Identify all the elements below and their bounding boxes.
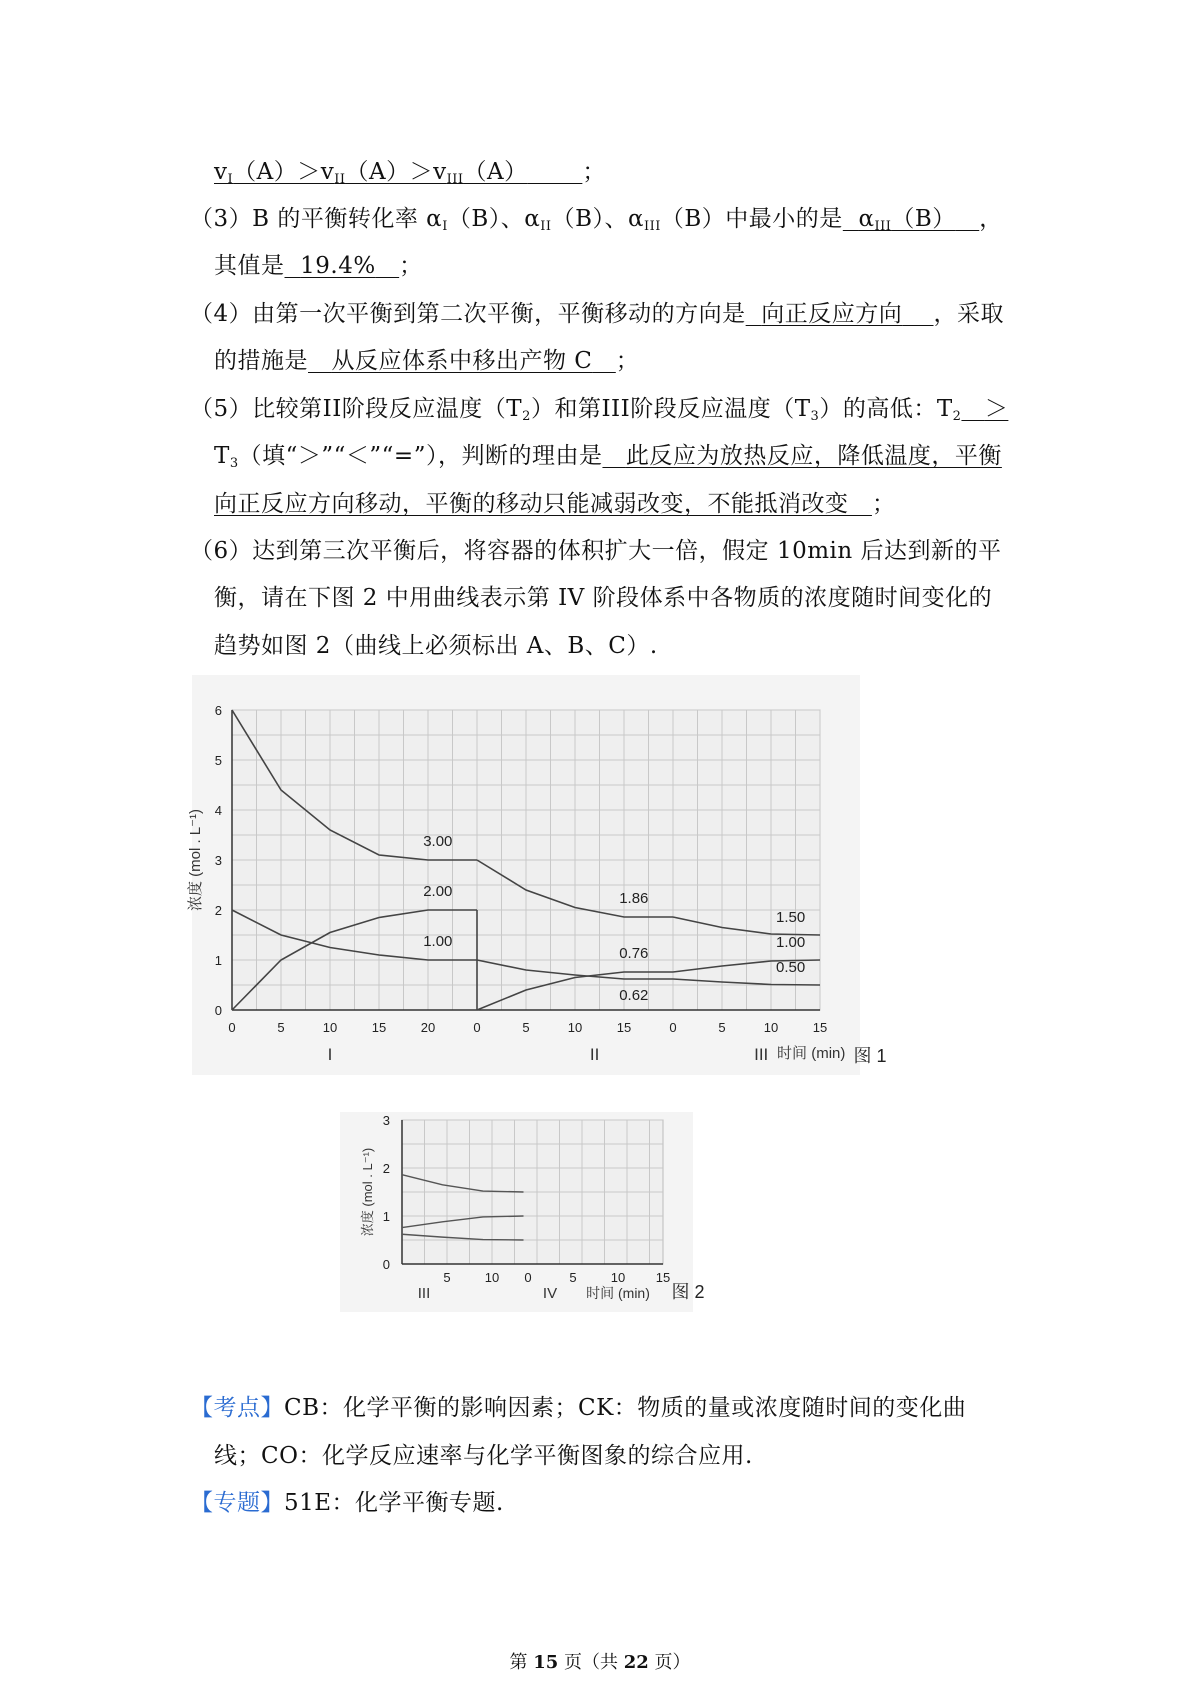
y-axis-label: 浓度 (mol . L⁻¹) — [187, 808, 204, 912]
x-tick-label: 15 — [655, 1270, 671, 1285]
x-tick-label: 10 — [567, 1020, 583, 1035]
data-label: 1.86 — [619, 890, 649, 907]
question-5-line1: （5）比较第II阶段反应温度$(T_2)$和第III阶段反应温度$(T_3)$的高低：$T_2$ ＞ — [190, 396, 1009, 424]
y-tick-label: 0 — [214, 1003, 222, 1018]
x-tick-label: 0 — [669, 1020, 677, 1035]
page-footer: 第 15 页（共 22 页） — [509, 1652, 691, 1673]
stage-label: III — [754, 1045, 769, 1064]
y-tick-label: 1 — [214, 953, 222, 968]
zhuanti-tag: 【专题】 — [190, 1490, 284, 1516]
x-tick-label: 10 — [763, 1020, 779, 1035]
data-label: 1.00 — [423, 933, 453, 950]
figure-1 — [180, 675, 920, 1089]
question-6-line3: 趋势如图 2（曲线上必须标出 A、B、C）. — [214, 633, 658, 659]
kaodian-tag: 【考点】 — [190, 1395, 284, 1421]
data-label: 3.00 — [423, 833, 453, 850]
y-tick-label: 2 — [382, 1161, 390, 1176]
question-5-line2: $T_3$（填“＞”“＜”“=”），判断的理由是 此反应为放热反应，降低温度，平衡 — [214, 443, 1002, 471]
x-tick-label: 15 — [812, 1020, 828, 1035]
x-tick-label: 5 — [522, 1020, 530, 1035]
y-tick-label: 3 — [214, 853, 222, 868]
x-tick-label: 5 — [569, 1270, 577, 1285]
question-3-line2: 其值是 19.4% ； — [214, 253, 423, 279]
x-tick-label: 5 — [443, 1270, 451, 1285]
x-tick-label: 0 — [524, 1270, 532, 1285]
stage-label: I — [327, 1045, 333, 1064]
x-tick-label: 15 — [371, 1020, 387, 1035]
x-tick-label: 0 — [473, 1020, 481, 1035]
x-tick-label: 0 — [228, 1020, 236, 1035]
zhuanti-line: 【专题】51E：化学平衡专题. — [190, 1490, 504, 1516]
x-tick-label: 5 — [277, 1020, 285, 1035]
x-tick-label: 10 — [322, 1020, 338, 1035]
question-4-line2: 的措施是 从反应体系中移出产物 C ； — [214, 348, 640, 374]
data-label: 0.76 — [619, 945, 649, 962]
y-axis-label: 浓度 (mol . L⁻¹) — [360, 1147, 375, 1237]
x-tick-label: 5 — [718, 1020, 726, 1035]
rate-comparison-line: $v_I(A)>v_{II}(A)>v_{III}(A)$ ； — [214, 159, 606, 187]
kaodian-line1: 【考点】CB：化学平衡的影响因素；CK：物质的量或浓度随时间的变化曲 — [190, 1395, 967, 1421]
stage-label: IV — [542, 1285, 558, 1302]
y-tick-label: 1 — [382, 1209, 390, 1224]
figure-2-chart — [340, 1112, 780, 1322]
kaodian-line2: 线；CO：化学反应速率与化学平衡图象的综合应用. — [214, 1443, 753, 1469]
x-tick-label: 20 — [420, 1020, 436, 1035]
data-label: 2.00 — [423, 883, 453, 900]
data-label: 0.62 — [619, 987, 649, 1004]
data-label: 1.00 — [775, 934, 806, 951]
x-tick-label: 15 — [616, 1020, 632, 1035]
x-axis-label: 时间 (min) — [586, 1285, 650, 1301]
figure-2 — [340, 1112, 780, 1326]
x-tick-label: 10 — [610, 1270, 626, 1285]
question-6-line2: 衡，请在下图 2 中用曲线表示第 IV 阶段体系中各物质的浓度随时间变化的 — [214, 585, 993, 611]
y-tick-label: 5 — [214, 753, 222, 768]
x-axis-label: 时间 (min) — [777, 1045, 846, 1062]
y-tick-label: 2 — [214, 903, 222, 918]
figure-1-chart — [180, 675, 920, 1085]
stage-label: II — [589, 1045, 600, 1064]
y-tick-label: 0 — [382, 1257, 390, 1272]
stage-label: III — [417, 1285, 431, 1302]
y-tick-label: 3 — [382, 1113, 390, 1128]
question-6-line1: （6）达到第三次平衡后，将容器的体积扩大一倍，假定 10min 后达到新的平 — [190, 538, 1002, 564]
x-tick-label: 10 — [484, 1270, 500, 1285]
y-tick-label: 6 — [214, 703, 222, 718]
question-4-line1: （4）由第一次平衡到第二次平衡，平衡移动的方向是 向正反应方向 ，采取 — [190, 301, 1005, 327]
y-tick-label: 4 — [214, 803, 222, 818]
data-label: 0.50 — [775, 959, 806, 976]
question-3-line1: （3）B 的平衡转化率 $\alpha_I(B)$、$\alpha_{II}(B)$、$\alpha_{III}(B)$中最小的是 $\alpha_{III}(B)$ ， — [190, 206, 1003, 234]
data-label: 1.50 — [775, 909, 806, 926]
question-5-line3: 向正反应方向移动，平衡的移动只能减弱改变，不能抵消改变 ； — [214, 491, 896, 517]
figure-2-caption: 图 2 — [671, 1282, 705, 1302]
figure-1-caption: 图 1 — [853, 1046, 887, 1066]
